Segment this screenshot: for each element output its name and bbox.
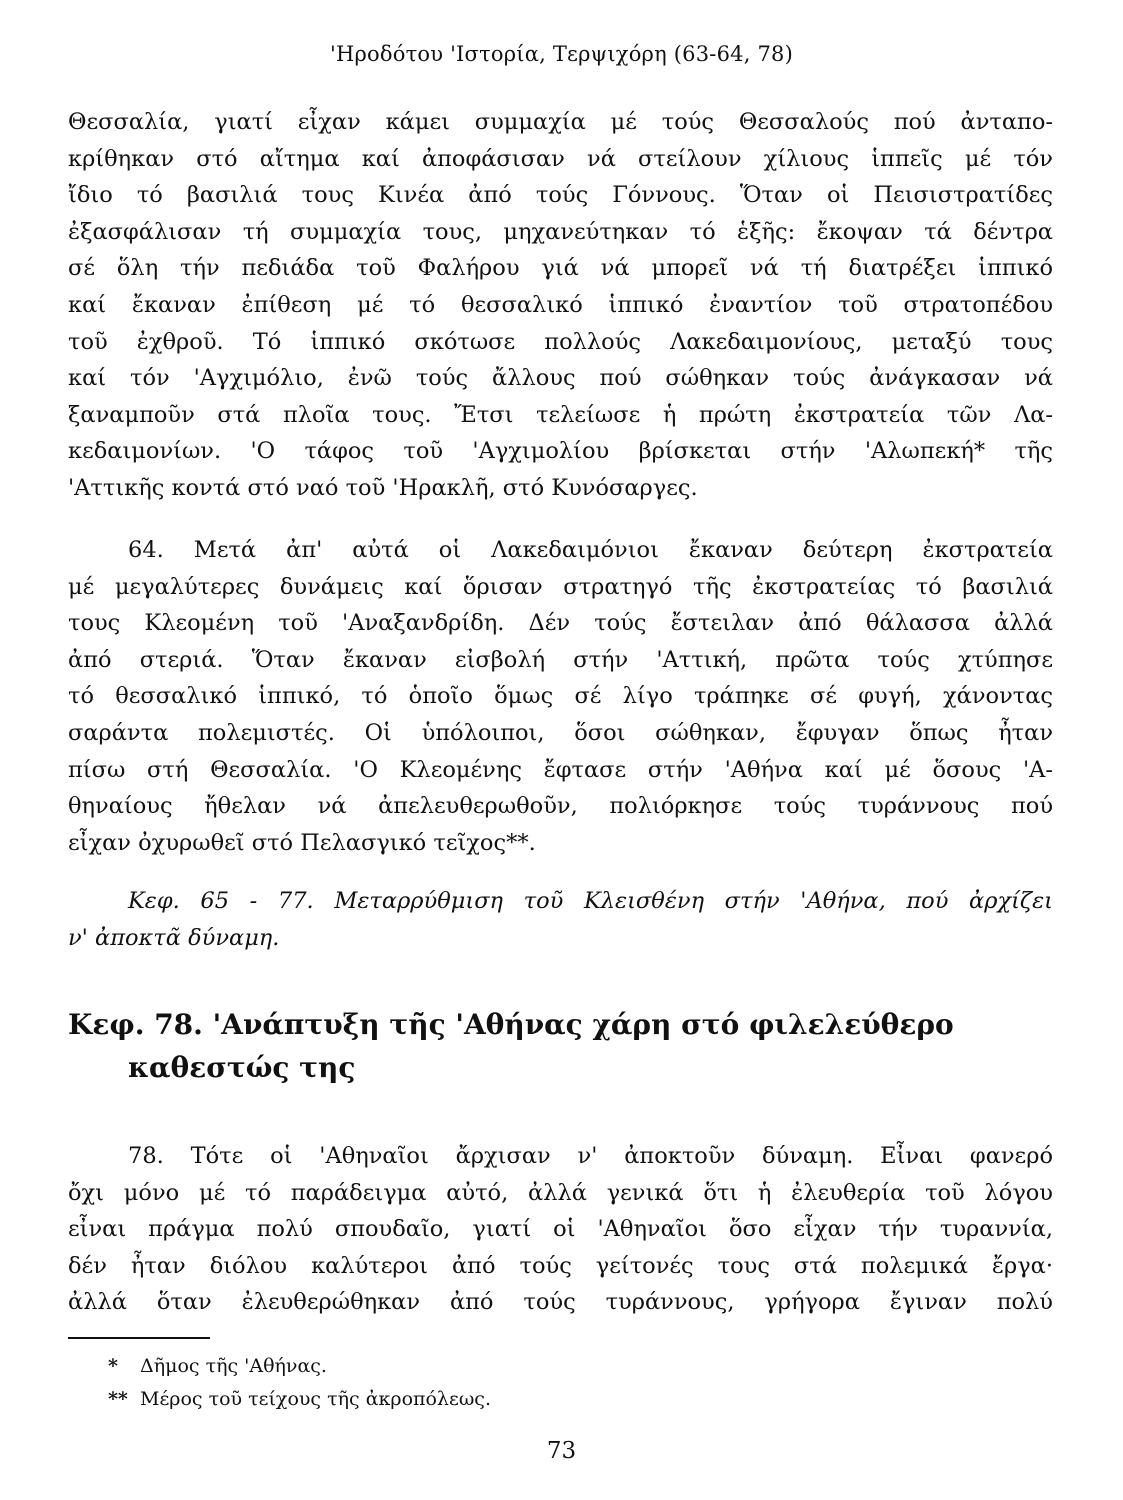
text-line: εἶναι πράγμα πολύ σπουδαῖο, γιατί οἱ 'Αθηναῖοι ὅσο εἶχαν τήν τυραννία, [68,1216,1053,1243]
text-line: εἶχαν ὀχυρωθεῖ στό Πελασγικό τεῖχος**. [68,829,536,856]
paragraph-64 [68,532,1053,861]
text-line: κρίθηκαν στό αἴτημα καί ἀποφάσισαν νά στείλουν χίλιους ἱππεῖς μέ τόν [68,145,1053,172]
text-line: τό θεσσαλικό ἱππικό, τό ὁποῖο ὅμως σέ λίγο τράπηκε σέ φυγή, χάνοντας [68,683,1053,710]
footnote-text: Μέρος τοῦ τείχους τῆς ἀκροπόλεως. [140,1388,491,1410]
text-line: τους Κλεομένη τοῦ 'Αναξανδρίδη. Δέν τούς ἔστειλαν ἀπό θάλασσα ἀλλά [68,610,1053,637]
text-line: τοῦ ἐχθροῦ. Τό ἱππικό σκότωσε πολλούς Λακεδαιμονίους, μεταξύ τους [68,328,1053,355]
text-line: 78. Τότε οἱ 'Αθηναῖοι ἄρχισαν ν' ἀποκτοῦν δύναμη. Εἶναι φανερό [128,1143,1053,1169]
text-line: σαράντα πολεμιστές. Οἱ ὑπόλοιποι, ὅσοι σώθηκαν, ἔφυγαν ὅπως ἦταν [68,719,1053,746]
running-header: 'Ηροδότου 'Ιστορία, Τερψιχόρη (63-64, 78) [330,42,793,66]
footnote-mark: * [108,1355,118,1377]
text-line: δέν ἦταν διόλου καλύτεροι ἀπό τούς γείτονές τους στά πολεμικά ἔργα· [68,1252,1053,1279]
text-line: 64. Μετά ἀπ' αὐτά οἱ Λακεδαιμόνιοι ἔκαναν δεύτερη ἐκστρατεία [128,537,1053,563]
text-line: θηναίους ἤθελαν νά ἀπελευθερωθοῦν, πολιόρκησε τούς τυράννους πού [68,793,1053,820]
footnote [108,1350,491,1383]
text-line: πίσω στή Θεσσαλία. 'Ο Κλεομένης ἔφτασε στήν 'Αθήνα καί μέ ὅσους 'Α- [68,756,1053,783]
footnotes [108,1350,491,1416]
text-line: ἀπό στεριά. Ὅταν ἔκαναν εἰσβολή στήν 'Αττική, πρῶτα τούς χτύπησε [68,646,1053,673]
chapter-heading [68,1003,1053,1089]
text-line: μέ μεγαλύτερες δυνάμεις καί ὅρισαν στρατηγό τῆς ἐκστρατείας τό βασιλιά [68,573,1053,600]
text-line: σέ ὅλη τήν πεδιάδα τοῦ Φαλήρου γιά νά μπορεῖ νά τή διατρέξει ἱππικό [68,255,1053,282]
text-line: καί τόν 'Αγχιμόλιο, ἐνῶ τούς ἄλλους πού σώθηκαν τούς ἀνάγκασαν νά [68,365,1053,392]
text-line: κεδαιμονίων. 'Ο τάφος τοῦ 'Αγχιμολίου βρίσκεται στήν 'Αλωπεκή* τῆς [68,438,1053,465]
text-line: Θεσσαλία, γιατί εἶχαν κάμει συμμαχία μέ τούς Θεσσαλούς πού ἀνταπο- [68,109,1053,135]
footnote-mark: ** [108,1388,128,1410]
text-line: ἀλλά ὅταν ἐλευθερώθηκαν ἀπό τούς τυράννους, γρήγορα ἔγιναν πολύ [68,1289,1053,1316]
paragraph-63-continuation [68,104,1053,507]
paragraph-78 [68,1138,1053,1321]
text-line: 'Αττικῆς κοντά στό ναό τοῦ 'Ηρακλῆ, στό Κυνόσαργες. [68,474,698,501]
footnote-text: Δῆμος τῆς 'Αθήνας. [140,1355,327,1377]
text-line: ἴδιο τό βασιλιά τους Κινέα ἀπό τούς Γόννους. Ὅταν οἱ Πεισιστρατίδες [68,182,1053,209]
text-line: ν' ἀποκτᾶ δύναμη. [68,924,280,951]
text-line: ξαναμποῦν στά πλοῖα τους. Ἔτσι τελείωσε ἡ πρώτη ἐκστρατεία τῶν Λα- [68,401,1053,428]
chapter-heading-line: καθεστώς της [128,1051,356,1084]
chapter-summary-65-77 [68,883,1053,956]
footnote [108,1383,491,1416]
chapter-heading-line: Κεφ. 78. 'Ανάπτυξη τῆς 'Αθήνας χάρη στό φιλελεύθερο [68,1008,954,1041]
text-line: Κεφ. 65 - 77. Μεταρρύθμιση τοῦ Κλεισθένη στήν 'Αθήνα, πού ἀρχίζει [128,888,1053,914]
text-line: ἐξασφάλισαν τή συμμαχία τους, μηχανεύτηκαν τό ἑξῆς: ἔκοψαν τά δέντρα [68,218,1053,245]
footnote-divider [68,1337,210,1339]
text-line: καί ἔκαναν ἐπίθεση μέ τό θεσσαλικό ἱππικό ἐναντίον τοῦ στρατοπέδου [68,291,1053,318]
text-line: ὄχι μόνο μέ τό παράδειγμα αὐτό, ἀλλά γενικά ὅτι ἡ ἐλευθερία τοῦ λόγου [68,1179,1053,1206]
page-number: 73 [546,1438,577,1464]
